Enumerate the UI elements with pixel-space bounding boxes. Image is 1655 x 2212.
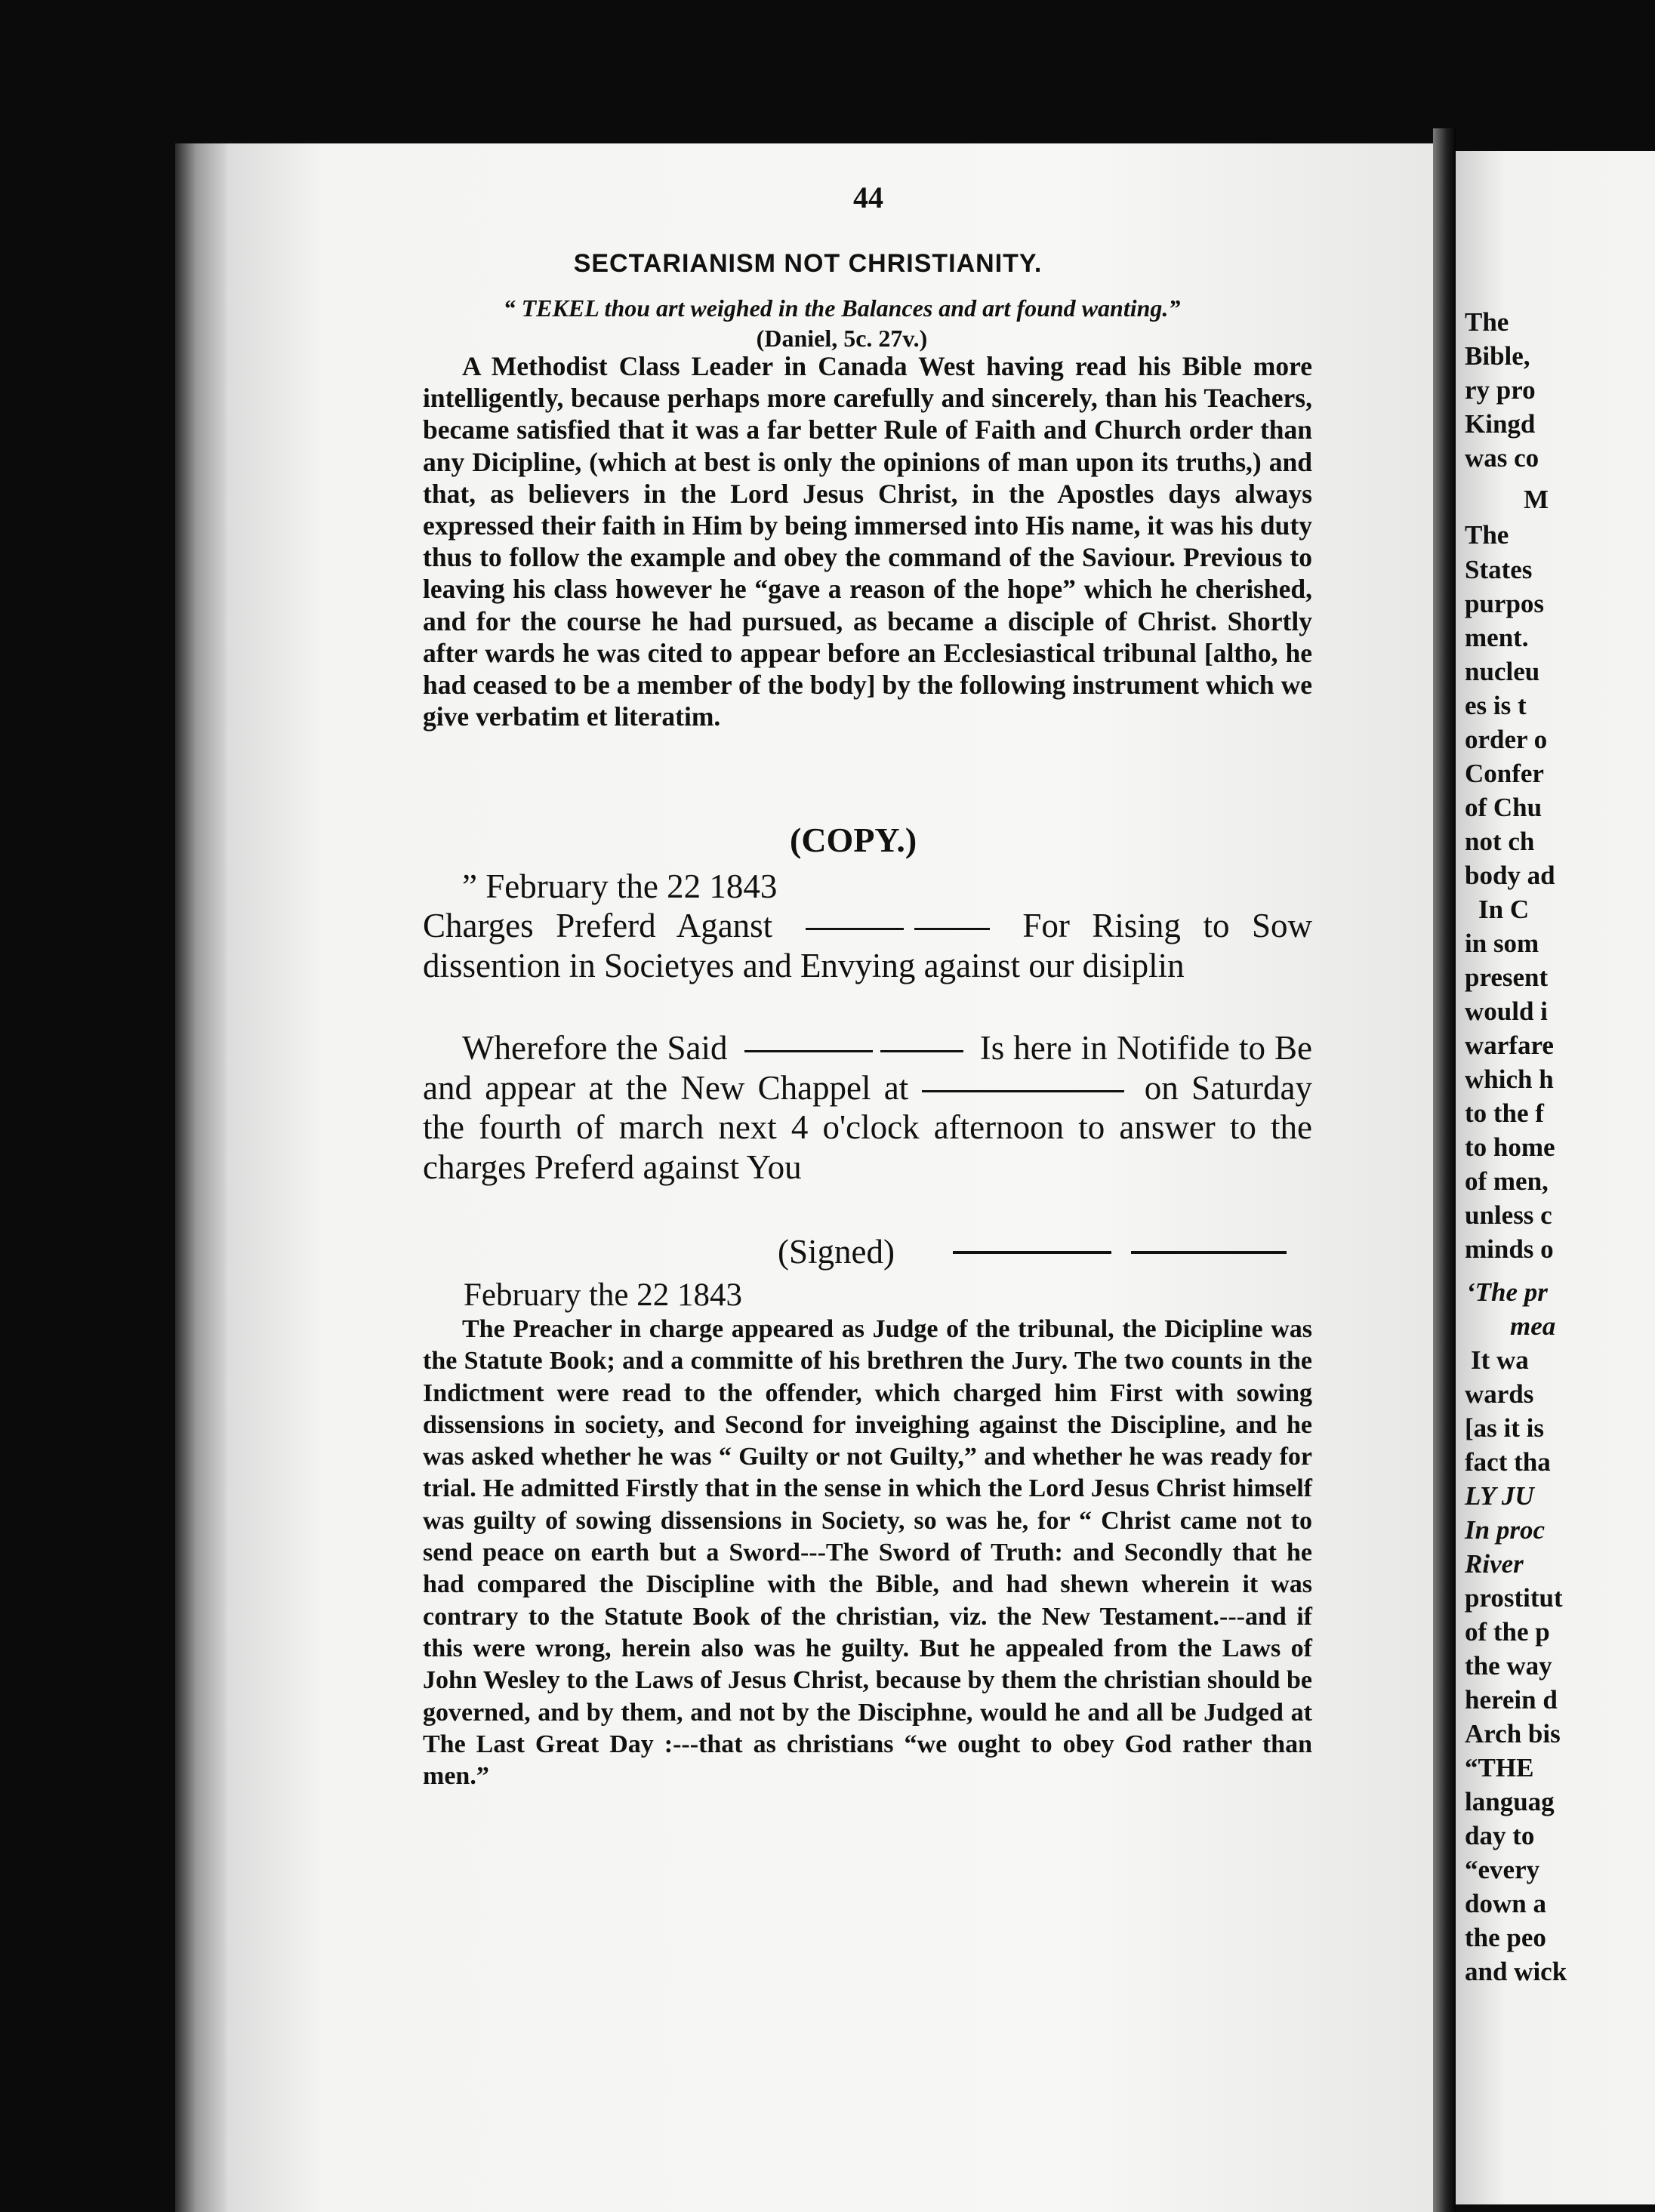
facing-page-line: warfare <box>1465 1031 1554 1060</box>
name-blank <box>914 928 990 930</box>
facing-page-line: The <box>1465 307 1509 337</box>
intro-paragraph-text: A Methodist Class Leader in Canada West having read his Bible more intelligently, because perhaps more carefully and sincerely, than his Teachers, became satisfied that it was a far better Rule of Faith and Church order than any Dicipline, (which at best is only the opinions of man upon its truths,) and that, as believers in the Lord Jesus Christ, in the Apostles days always expressed their faith in Him by being immersed into His name, it was his duty thus to follow the example and obey the command of the Saviour. Previous to leaving his class however he “gave a reason of the hope” which he cherished, and for the course he had pursued, as became a disciple of Christ. Shortly after wards he was cited to appear before an Ecclesiastical tribunal [altho, he had ceased to be a member of the body] by the following instrument which we give verbatim et literatim. <box>423 351 1312 732</box>
facing-page-line: Arch bis <box>1465 1719 1561 1748</box>
facing-page-line: to home <box>1465 1132 1555 1162</box>
notice-wherefore <box>423 1028 1312 1187</box>
facing-page-line: herein d <box>1465 1685 1558 1714</box>
facing-page-line: languag <box>1465 1787 1555 1816</box>
facing-page-line: day to <box>1465 1821 1535 1850</box>
page-edge-shadow <box>175 143 228 2212</box>
charges-text-end: For Rising to Sow dissention in Societyes and Envying against our disiplin <box>423 907 1313 984</box>
facing-page-line: purpos <box>1465 589 1545 618</box>
facing-page-line: Confer <box>1465 759 1544 788</box>
signature-line <box>953 1251 1111 1254</box>
facing-page-line: M <box>1524 485 1549 514</box>
facing-page-line: ry pro <box>1465 375 1536 405</box>
facing-page-line: nucleu <box>1465 657 1540 686</box>
facing-page-line: of Chu <box>1465 793 1543 822</box>
facing-page-line: ment. <box>1465 623 1529 652</box>
page-number: 44 <box>853 180 883 214</box>
place-blank <box>922 1090 1124 1092</box>
name-blank <box>806 928 904 930</box>
motto-reference: (Daniel, 5c. 27v.) <box>756 325 928 352</box>
facing-page-line: In proc <box>1465 1515 1545 1545</box>
facing-page-line: minds o <box>1465 1234 1554 1264</box>
facing-page-line: in som <box>1465 929 1539 958</box>
facing-page-line: “every <box>1465 1855 1540 1884</box>
facing-page-line: body ad <box>1465 861 1555 890</box>
notice-date <box>423 867 1312 907</box>
article-heading: SECTARIANISM NOT CHRISTIANITY. <box>573 249 1043 278</box>
facing-page-line: Bible, <box>1465 341 1530 371</box>
facing-page-line: the way <box>1465 1651 1552 1681</box>
book-spine <box>1433 128 1456 2212</box>
signed-label: (Signed) <box>778 1233 895 1271</box>
wherefore-text-mid: Is here in Notifide to Be and appear at the New Chappel at <box>423 1029 1313 1107</box>
facing-page-line: down a <box>1465 1889 1546 1918</box>
facing-page-line: present <box>1465 963 1549 992</box>
facing-page-line: In C <box>1478 895 1530 924</box>
facing-page-line: to the f <box>1465 1098 1544 1128</box>
facing-page-line: prostitut <box>1465 1583 1563 1613</box>
facing-page-line: not ch <box>1465 827 1535 856</box>
facing-page-line: of men, <box>1465 1166 1549 1196</box>
motto-text: “ TEKEL thou art weighed in the Balances and art found wanting.” <box>503 294 1181 322</box>
facing-page-line: es is t <box>1465 691 1527 720</box>
closing-paragraph <box>423 1314 1312 1792</box>
signature-line <box>1131 1251 1287 1254</box>
facing-page-line: It wa <box>1471 1345 1529 1375</box>
facing-page-line: Kingd <box>1465 409 1536 439</box>
facing-page-line: which h <box>1465 1064 1554 1094</box>
wherefore-text-end: on Saturday the fourth of march next 4 o'clock afternoon to answer to the charges Preferd against You <box>423 1068 1313 1186</box>
facing-page <box>1456 151 1655 2204</box>
facing-page-line: unless c <box>1465 1200 1552 1230</box>
facing-page-line: “THE <box>1465 1753 1534 1782</box>
facing-page-line: the peo <box>1465 1923 1546 1952</box>
notice-date-2: February the 22 1843 <box>464 1277 743 1313</box>
facing-page-line: River <box>1465 1549 1524 1579</box>
facing-page-line: would i <box>1465 997 1548 1026</box>
facing-page-line: wards <box>1465 1379 1534 1409</box>
facing-page-line: of the p <box>1465 1617 1550 1647</box>
charges-text-start: Charges Preferd Aganst <box>423 907 773 944</box>
name-blank <box>744 1050 873 1052</box>
name-blank <box>880 1050 963 1052</box>
facing-page-line: fact tha <box>1465 1447 1551 1477</box>
facing-page-line: and wick <box>1465 1957 1567 1986</box>
facing-page-line: ‘The pr <box>1466 1277 1548 1307</box>
closing-paragraph-text: The Preacher in charge appeared as Judge of the tribunal, the Dicipline was the Statute Book; and a committe of his brethren the Jury. The two counts in the Indictment were read to the offender, which charged him First with sowing dissensions in society, and Second for inveighing against the Discipline, and he was asked whether he was “ Guilty or not Guilty,” and whether he was ready for trial. He admitted Firstly that in the sense in which the Lord Jesus Christ himself was guilty of sowing dissensions in Society, so was he, for “ Christ came not to send peace on earth but a Sword---The Sword of Truth: and Secondly that he had compared the Discipline with the Bible, and had shewn wherein it was contrary to the Statute Book of the christian, viz. the New Testament.---and if this were wrong, herein also was he guilty. But he appealed from the Laws of John Wesley to the Laws of Jesus Christ, because by them the christian should be governed, and by them, and not by the Disciphne, would he and all be Judged at The Last Great Day :---that as christians “we ought to obey God rather than men.” <box>423 1315 1312 1791</box>
facing-page-line: mea <box>1510 1311 1556 1341</box>
scripture-motto <box>378 293 1306 353</box>
facing-page-line: States <box>1465 555 1533 584</box>
facing-page-line: was co <box>1465 443 1539 473</box>
wherefore-text-start: Wherefore the Said <box>462 1029 728 1067</box>
notice-charges <box>423 906 1312 985</box>
intro-paragraph <box>423 350 1312 732</box>
facing-page-line: LY JU <box>1465 1481 1534 1511</box>
facing-page-line: [as it is <box>1465 1413 1544 1443</box>
copy-label: (COPY.) <box>790 821 917 859</box>
facing-page-line: The <box>1465 520 1509 550</box>
notice-date-text: ” February the 22 1843 <box>462 867 778 905</box>
facing-page-line: order o <box>1465 725 1548 754</box>
